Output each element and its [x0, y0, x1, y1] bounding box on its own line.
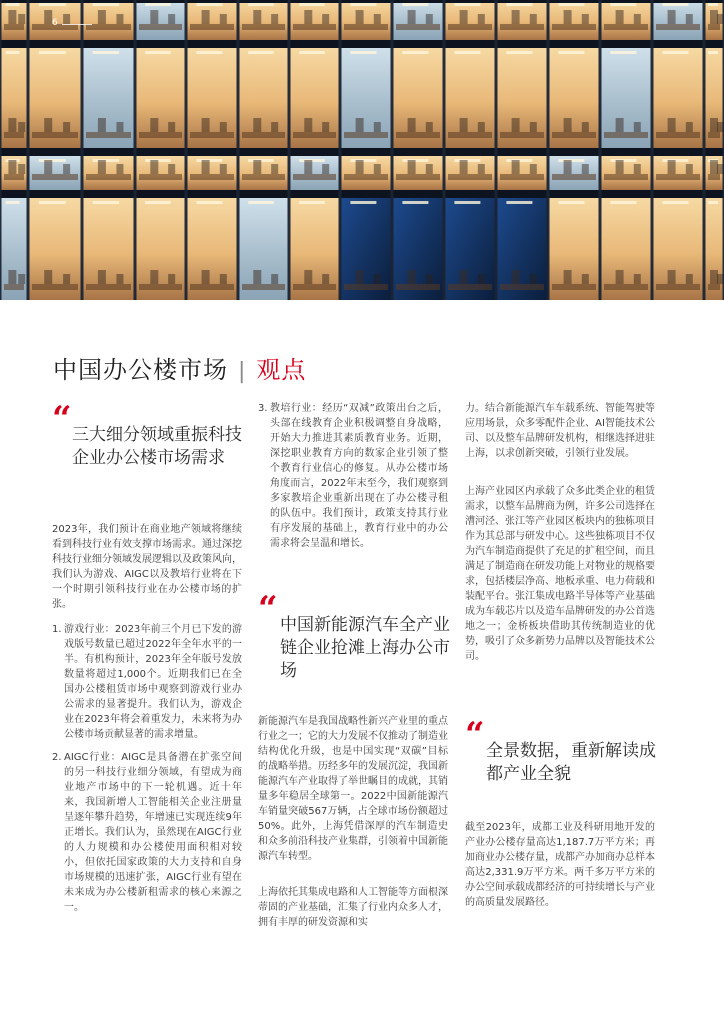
heading-title: 中国办公楼市场 [53, 356, 228, 384]
heading-accent: 观点 [256, 356, 307, 384]
col3-paragraph-3: 截至2023年，成都工业及科研用地开发的产业办公楼存量高达1,187.7万平方米；再加商业办公楼存量，成都产办加商办总样本高达2,331.9万平方米。两千多万平方米的办公空间承载成都经济的可持续增长与产业的高质量发展路径。 [465, 822, 655, 908]
col2-paragraph-1: 新能源汽车是我国战略性新兴产业里的重点行业之一；它的大力发展不仅推动了制造业结构优化升级，也是中国实现“双碳”目标的战略举措。历经多年的发展沉淀，我国新能源汽车产业取得了举世瞩目的成就，其销量多年稳居全球第一。2022中国新能源汽车销量突破567万辆，占全球市场份额超过50%。此外，上海凭借深厚的汽车制造史和众多前沿科技产业集群，引领着中国新能源汽车转型。 [258, 716, 448, 862]
quote-icon: “ [52, 399, 72, 439]
col3-paragraph-2: 上海产业园区内承载了众多此类企业的租赁需求，以整车品牌商为例，许多公司选择在漕河泾、张江等产业园区板块内的独栋项目作为其总部与研发中心。这些独栋项目不仅为汽车制造商提供了充足的扩租空间，而且满足了制造商在研发功能上对物业的规格要求，包括楼层净高、地板承重、电力荷载和装配平台。张江集成电路半导体等产业基础成为车载芯片以及造车品牌研发的办公首选地之一；金桥板块借助其传统制造业的优势，吸引了众多新势力品牌以及智能技术公司。 [465, 486, 655, 662]
col2-list [258, 401, 448, 559]
section-heading [53, 350, 306, 385]
office-building-photo [0, 0, 724, 300]
col3-paragraph-1: 力。结合新能源汽车车载系统、智能驾驶等应用场景，众多零配件企业、AI智能技术公司、以及整车品牌研发机构，相继选择进驻上海，以求创新突破，引领行业发展。 [465, 403, 655, 459]
col1-list [52, 622, 242, 923]
office-facade-illustration [0, 0, 724, 300]
quote-icon: “ [465, 715, 485, 755]
heading-separator: | [238, 359, 247, 384]
col2-subhead: 中国新能源汽车全产业链企业抢滩上海办公市场 [280, 615, 450, 681]
page-number: 6 [52, 18, 58, 28]
page-number-rule [62, 24, 92, 25]
list-item-number: 1. [52, 624, 62, 635]
list-item-text: 游戏行业：2023年前三个月已下发的游戏版号数量已超过2022年全年水平的一半。有机构预计，2023年全年版号发放数量将超过1,000个。近期我们已在全国办公楼租赁市场中观察到游戏行业办公需求的显著提升。我们认为，游戏企业在2023年将会着重发力，未来将为办公楼市场贡献显著的需求增量。 [64, 624, 242, 740]
col3-subhead: 全景数据，重新解读成都产业全貌 [486, 741, 656, 784]
col1-intro: 2023年，我们预计在商业地产领域将继续看到科技行业有效支撑市场需求。通过深挖科技行业细分领域发展逻辑以及政策风向，我们认为游戏、AIGC以及教培行业将在下一个时期引领科技行业在办公楼市场的扩张。 [52, 524, 242, 610]
list-item [52, 750, 242, 915]
list-item [52, 622, 242, 742]
list-item-number: 2. [52, 752, 62, 763]
col2-paragraph-2: 上海依托其集成电路和人工智能等方面根深蒂固的产业基础，汇集了行业内众多人才，拥有丰厚的研发资源和实 [258, 887, 448, 928]
col1-subhead: 三大细分领域重振科技企业办公楼市场需求 [72, 425, 242, 468]
list-item-number: 3. [258, 403, 268, 414]
list-item [258, 401, 448, 551]
list-item-text: 教培行业：经历“双减”政策出台之后，头部在线教育企业积极调整自身战略，开始大力推进其素质教育业务。近期，深挖职业教育方向的数家企业引领了整个教育行业信心的修复。从办公楼市场角度而言，2022年末至今，我们观察到多家教培企业重新出现在了办公楼寻租的队伍中。我们预计，政策支持其行业有序发展的基础上，教育行业中的办公需求将会呈温和增长。 [270, 403, 448, 549]
quote-icon: “ [258, 589, 278, 629]
list-item-text: AIGC行业：AIGC是具备潜在扩张空间的另一科技行业细分领域，有望成为商业地产市场中的下一轮机遇。近十年来，我国新增人工智能相关企业注册量呈逐年攀升趋势，年增速已实现连续9年正增长。我们认为，虽然现在AIGC行业的人力规模和办公楼使用面积相对较小，但依托国家政策的大力支持和自身市场规模的迅速扩张，AIGC行业有望在未来成为办公楼新租需求的核心来源之一。 [64, 752, 242, 913]
